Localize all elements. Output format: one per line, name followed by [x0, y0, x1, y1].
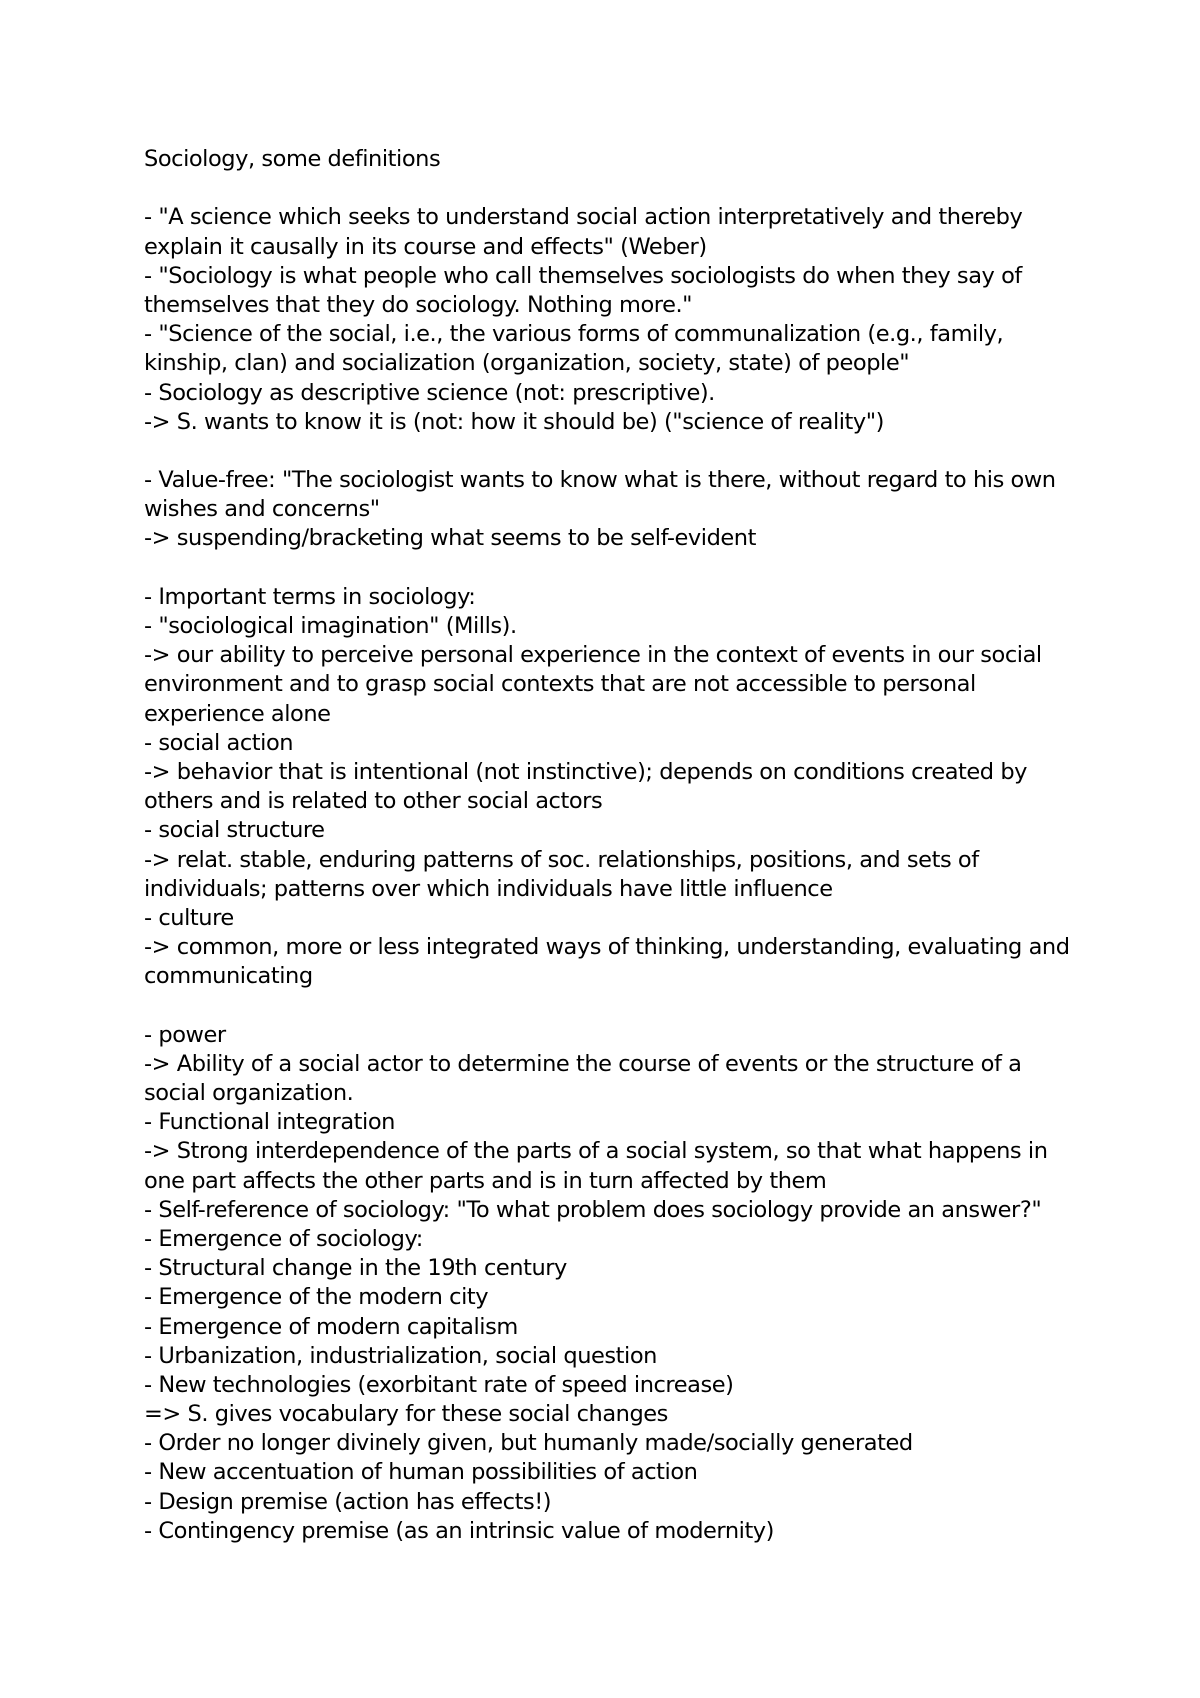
text-line: - Order no longer divinely given, but humanly made/socially generated: [144, 1430, 913, 1457]
text-line: kinship, clan) and socialization (organization, society, state) of people": [144, 350, 910, 377]
text-line: communicating: [144, 963, 313, 990]
text-line: - Design premise (action has effects!): [144, 1488, 552, 1515]
text-line: - Emergence of the modern city: [144, 1284, 489, 1311]
text-line: -> common, more or less integrated ways of thinking, understanding, evaluating and: [144, 934, 1070, 961]
text-line: - culture: [144, 904, 234, 931]
text-line: - Functional integration: [144, 1109, 395, 1136]
document-title: Sociology, some definitions: [144, 146, 441, 172]
text-line: - New technologies (exorbitant rate of speed increase): [144, 1371, 734, 1398]
text-line: one part affects the other parts and is in turn affected by them: [144, 1167, 827, 1194]
text-line: experience alone: [144, 700, 331, 727]
text-line: -> S. wants to know it is (not: how it should be) ("science of reality"): [144, 408, 885, 435]
document-body: [144, 145, 1070, 1546]
text-line: - Emergence of modern capitalism: [144, 1313, 518, 1340]
text-line: - "Sociology is what people who call themselves sociologists do when they say of: [144, 262, 1022, 289]
text-line: => S. gives vocabulary for these social changes: [144, 1401, 668, 1428]
blank-line: [144, 991, 1064, 1020]
blank-line: [144, 437, 1064, 466]
text-line: explain it causally in its course and effects" (Weber): [144, 233, 707, 260]
text-line: - "sociological imagination" (Mills).: [144, 613, 517, 639]
text-line: - Structural change in the 19th century: [144, 1255, 567, 1282]
text-line: - social action: [144, 729, 294, 756]
text-line: - Important terms in sociology:: [144, 583, 476, 610]
text-line: - Contingency premise (as an intrinsic value of modernity): [144, 1517, 775, 1544]
text-line: -> relat. stable, enduring patterns of soc. relationships, positions, and sets of: [144, 846, 979, 873]
text-line: wishes and concerns": [144, 496, 380, 523]
text-line: - Sociology as descriptive science (not: prescriptive).: [144, 379, 715, 406]
text-line: -> Ability of a social actor to determine the course of events or the structure of a: [144, 1050, 1022, 1077]
blank-line: [144, 174, 1064, 203]
text-line: environment and to grasp social contexts that are not accessible to personal: [144, 671, 976, 698]
text-line: individuals; patterns over which individuals have little influence: [144, 875, 833, 902]
text-line: -> our ability to perceive personal experience in the context of events in our social: [144, 642, 1042, 669]
text-line: social organization.: [144, 1080, 354, 1106]
text-line: -> suspending/bracketing what seems to be self-evident: [144, 525, 756, 552]
text-line: - power: [144, 1021, 226, 1048]
text-line: - "Science of the social, i.e., the various forms of communalization (e.g., family,: [144, 321, 1004, 348]
text-line: themselves that they do sociology. Nothing more.": [144, 291, 693, 318]
text-line: -> behavior that is intentional (not instinctive); depends on conditions created by: [144, 758, 1028, 785]
text-line: -> Strong interdependence of the parts of a social system, so that what happens in: [144, 1138, 1048, 1165]
text-line: - Self-reference of sociology: "To what problem does sociology provide an answer?": [144, 1196, 1042, 1223]
text-line: - social structure: [144, 817, 325, 844]
document-lines: [144, 174, 1070, 1546]
blank-line: [144, 554, 1064, 583]
text-line: - Emergence of sociology:: [144, 1225, 423, 1252]
text-line: - Urbanization, industrialization, social question: [144, 1342, 657, 1369]
text-line: - Value-free: "The sociologist wants to know what is there, without regard to his own: [144, 467, 1056, 494]
text-line: - New accentuation of human possibilities of action: [144, 1459, 698, 1486]
text-line: - "A science which seeks to understand social action interpretatively and thereby: [144, 204, 1023, 231]
text-line: others and is related to other social actors: [144, 788, 603, 815]
